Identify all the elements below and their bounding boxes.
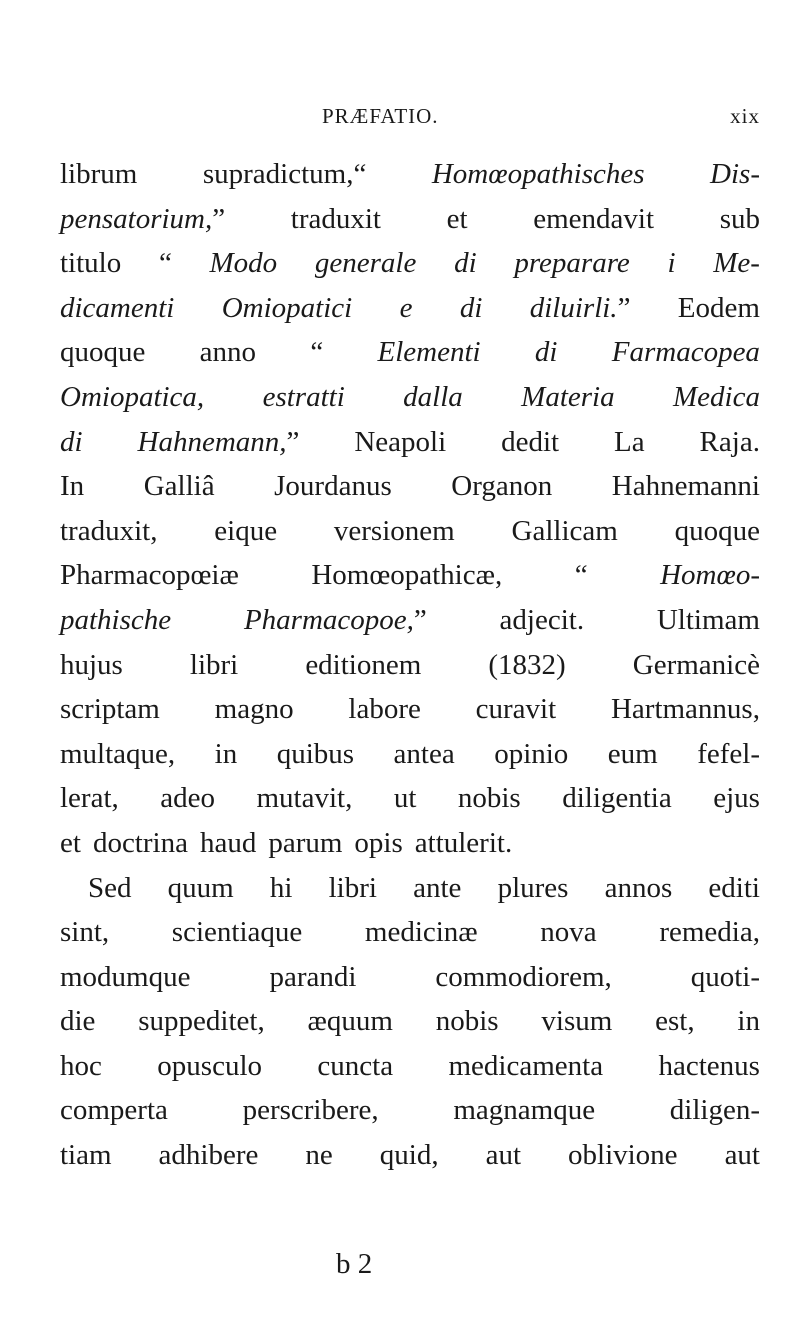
word <box>60 821 81 866</box>
word <box>60 1088 168 1133</box>
italic-word: Modo <box>209 247 278 280</box>
word <box>222 286 353 331</box>
word <box>274 464 392 509</box>
word <box>60 197 225 242</box>
running-head-title: PRÆFATIO. <box>322 104 439 128</box>
word <box>501 420 559 465</box>
roman-word: parandi <box>269 960 357 993</box>
text-line <box>60 420 760 465</box>
word <box>60 955 191 1000</box>
roman-word: libri <box>189 648 239 681</box>
roman-word: aut <box>724 1139 760 1172</box>
roman-word: “ <box>574 559 588 592</box>
roman-word: librum <box>60 158 138 190</box>
text-line <box>60 152 760 197</box>
word <box>270 866 293 911</box>
word <box>394 732 455 777</box>
word <box>380 1133 439 1178</box>
roman-word: curavit <box>475 693 557 726</box>
word <box>256 776 352 821</box>
word <box>214 509 277 554</box>
roman-word: Organon <box>451 470 553 503</box>
word <box>725 1133 760 1178</box>
italic-word: diluirli. <box>529 291 618 324</box>
italic-word: Homœopathisches <box>431 158 645 190</box>
roman-word: ” <box>413 603 427 636</box>
word <box>348 687 420 732</box>
word <box>160 776 215 821</box>
word <box>311 553 502 598</box>
word <box>541 999 612 1044</box>
word <box>660 553 760 598</box>
roman-word: Galliâ <box>143 470 215 503</box>
roman-word: scientiaque <box>171 916 303 949</box>
roman-word: ante <box>413 871 462 904</box>
word <box>498 866 569 911</box>
roman-word: fefel- <box>697 737 760 770</box>
word <box>263 375 345 420</box>
word <box>488 643 565 688</box>
word <box>655 999 694 1044</box>
word <box>60 1044 102 1089</box>
word <box>713 776 760 821</box>
word <box>60 1133 112 1178</box>
roman-word: modumque <box>60 960 191 993</box>
word <box>608 732 658 777</box>
italic-word: preparare <box>514 247 630 280</box>
roman-word: nova <box>540 916 597 949</box>
word <box>667 241 675 286</box>
roman-word: ne <box>305 1139 333 1172</box>
word <box>200 821 256 866</box>
roman-word: libri <box>328 871 377 904</box>
word <box>458 776 521 821</box>
italic-word: Materia <box>521 380 615 413</box>
word <box>378 330 481 375</box>
roman-word: In <box>60 470 85 503</box>
word <box>60 330 145 375</box>
text-line <box>60 821 760 866</box>
word <box>453 1088 595 1133</box>
word <box>675 509 760 554</box>
word <box>60 732 175 777</box>
word <box>612 330 760 375</box>
word <box>157 1044 262 1089</box>
italic-word: e <box>399 291 413 324</box>
word <box>611 687 760 732</box>
word <box>670 1088 760 1133</box>
word <box>633 643 760 688</box>
roman-word: adhibere <box>158 1139 259 1172</box>
word <box>138 999 264 1044</box>
text-line <box>60 330 760 375</box>
word <box>329 866 377 911</box>
roman-word: parum <box>268 826 343 859</box>
word <box>614 420 645 465</box>
word <box>659 910 760 955</box>
roman-word: Gallicam <box>511 514 618 547</box>
word <box>190 643 238 688</box>
italic-word: Dis- <box>710 158 760 190</box>
roman-word: magno <box>214 693 294 726</box>
italic-word: pensatorium, <box>60 202 213 235</box>
roman-word: ” <box>617 291 631 324</box>
word <box>451 464 552 509</box>
roman-word: eum <box>607 737 658 770</box>
roman-word: eique <box>214 514 278 547</box>
text-line <box>60 464 760 509</box>
roman-word: “ <box>158 247 172 280</box>
word <box>172 910 302 955</box>
word <box>60 598 171 643</box>
word <box>476 687 557 732</box>
word <box>514 241 629 286</box>
roman-word: diligentia <box>562 782 672 815</box>
roman-word: Jourdanus <box>274 470 392 503</box>
word <box>521 375 614 420</box>
roman-word: titulo <box>60 247 122 280</box>
roman-word: labore <box>348 693 421 726</box>
roman-word: quibus <box>276 737 355 770</box>
word <box>612 464 760 509</box>
italic-word: i <box>667 247 676 280</box>
word <box>354 821 402 866</box>
roman-word: comperta <box>60 1094 168 1127</box>
word <box>460 286 483 331</box>
word <box>60 553 239 598</box>
roman-word: nobis <box>457 782 521 815</box>
roman-word: haud <box>199 826 257 859</box>
text-line <box>60 241 760 286</box>
roman-word: nobis <box>435 1005 499 1038</box>
word <box>93 821 188 866</box>
word <box>530 286 631 331</box>
text-line <box>60 598 760 643</box>
roman-word: remedia, <box>659 916 760 949</box>
italic-word: Pharmacopoe, <box>243 603 414 636</box>
word <box>720 197 760 242</box>
word <box>494 732 568 777</box>
roman-word: magnamque <box>453 1094 596 1127</box>
roman-word: medicinæ <box>364 916 478 949</box>
roman-word: mutavit, <box>256 782 353 815</box>
word <box>697 732 760 777</box>
roman-word: Hartmannus, <box>610 693 760 726</box>
roman-word: quoque <box>60 336 146 369</box>
roman-word: sint, <box>60 916 110 949</box>
word <box>268 821 342 866</box>
roman-word: æquum <box>307 1005 393 1038</box>
word <box>540 910 596 955</box>
roman-word: doctrina <box>92 826 188 859</box>
word <box>365 910 478 955</box>
roman-word: supradictum,“ <box>202 158 367 190</box>
word <box>60 643 123 688</box>
roman-word: suppeditet, <box>138 1005 265 1038</box>
word <box>403 375 463 420</box>
roman-word: quid, <box>379 1139 439 1172</box>
word <box>708 866 760 911</box>
word <box>657 598 760 643</box>
roman-word: traduxit, <box>60 514 158 547</box>
word <box>673 375 760 420</box>
roman-word: (1832) <box>488 648 566 681</box>
word <box>315 241 416 286</box>
roman-word: hactenus <box>658 1049 760 1082</box>
roman-word: plures <box>497 871 569 904</box>
word <box>310 330 323 375</box>
roman-word: adjecit. <box>499 603 585 636</box>
roman-word: Germanicè <box>632 648 760 681</box>
roman-word: hujus <box>60 648 123 681</box>
text-line <box>60 1044 760 1089</box>
word <box>394 776 417 821</box>
word <box>575 553 588 598</box>
word <box>60 420 83 465</box>
roman-word: in <box>737 1005 760 1038</box>
word <box>88 866 132 911</box>
roman-word: editi <box>708 871 760 904</box>
signature-mark: b 2 <box>336 1248 373 1280</box>
word <box>486 1133 521 1178</box>
word <box>436 999 499 1044</box>
word <box>435 955 611 1000</box>
italic-word: Me- <box>713 247 760 280</box>
word <box>269 955 356 1000</box>
word <box>168 866 234 911</box>
italic-word: Medica <box>672 380 760 413</box>
page-number: xix <box>730 104 760 128</box>
roman-word: cuncta <box>317 1049 394 1082</box>
italic-word: Omiopatica, <box>60 380 205 413</box>
word <box>305 643 421 688</box>
roman-word: commodiorem, <box>435 960 612 993</box>
text-line <box>60 509 760 554</box>
italic-word: Farmacopea <box>611 336 760 369</box>
word <box>454 241 477 286</box>
word <box>308 999 393 1044</box>
word <box>415 821 512 866</box>
word <box>500 598 585 643</box>
italic-word: di <box>534 336 558 369</box>
word <box>203 152 366 197</box>
roman-word: oblivione <box>568 1139 678 1172</box>
italic-word: pathische <box>60 603 172 636</box>
roman-word: Eodem <box>677 291 760 324</box>
italic-word: di <box>459 291 483 324</box>
text-line <box>60 197 760 242</box>
roman-word: “ <box>310 336 324 369</box>
word <box>200 330 256 375</box>
text-line <box>60 1088 760 1133</box>
roman-word: Neapoli <box>354 425 447 458</box>
text-line <box>60 286 760 331</box>
roman-word: lerat, <box>60 782 119 815</box>
roman-word: emendavit <box>533 202 655 235</box>
word <box>535 330 558 375</box>
italic-word: di <box>60 425 83 458</box>
word <box>317 1044 393 1089</box>
word <box>568 1133 678 1178</box>
word <box>60 687 160 732</box>
text-line <box>60 776 760 821</box>
word <box>512 509 618 554</box>
roman-word: anno <box>199 336 257 369</box>
roman-word: opis <box>354 826 403 859</box>
roman-word: hi <box>269 871 293 904</box>
word <box>432 152 645 197</box>
word <box>737 999 760 1044</box>
italic-word: di <box>454 247 477 280</box>
word <box>678 286 760 331</box>
italic-word: generale <box>314 247 417 280</box>
roman-word: traduxit <box>290 202 381 235</box>
roman-word: ” <box>286 425 300 458</box>
roman-word: visum <box>541 1005 613 1038</box>
word <box>447 197 468 242</box>
roman-word: in <box>214 737 238 770</box>
roman-word: La <box>614 425 645 458</box>
word <box>277 732 354 777</box>
word <box>305 1133 332 1178</box>
roman-word: Hahnemanni <box>611 470 760 503</box>
word <box>354 420 446 465</box>
body-text <box>60 152 760 1178</box>
italic-word: Homœo- <box>660 559 760 592</box>
roman-word: Pharmacopœiæ <box>60 559 239 592</box>
roman-word: sub <box>719 202 760 235</box>
roman-word: ” <box>212 202 226 235</box>
word <box>334 509 455 554</box>
word <box>605 866 673 911</box>
word <box>60 464 84 509</box>
italic-word: Elementi <box>377 336 481 369</box>
text-line <box>60 866 760 911</box>
roman-word: ejus <box>713 782 760 815</box>
roman-word: diligen- <box>669 1094 760 1127</box>
word <box>60 776 119 821</box>
roman-word: editionem <box>305 648 422 681</box>
roman-word: die <box>60 1005 96 1038</box>
word <box>60 509 157 554</box>
roman-word: et <box>60 826 81 859</box>
word <box>159 1133 259 1178</box>
word <box>215 687 294 732</box>
roman-word: aut <box>485 1139 522 1172</box>
italic-word: Omiopatici <box>221 291 353 324</box>
word <box>400 286 413 331</box>
word <box>60 241 121 286</box>
roman-word: attulerit. <box>414 826 513 859</box>
word <box>60 152 137 197</box>
roman-word: medicamenta <box>448 1049 604 1082</box>
running-head <box>60 104 760 134</box>
roman-word: et <box>446 202 468 235</box>
italic-word: dalla <box>403 380 463 413</box>
roman-word: hoc <box>60 1049 102 1082</box>
roman-word: Homœopathicæ, <box>311 559 503 592</box>
roman-word: versionem <box>333 514 455 547</box>
roman-word: multaque, <box>60 737 176 770</box>
word <box>413 866 461 911</box>
roman-word: opinio <box>494 737 569 770</box>
word <box>710 152 760 197</box>
text-line <box>60 999 760 1044</box>
roman-word: opusculo <box>157 1049 262 1082</box>
word <box>448 1044 603 1089</box>
word <box>60 375 204 420</box>
text-line <box>60 553 760 598</box>
text-line <box>60 955 760 1000</box>
word <box>60 910 109 955</box>
text-line <box>60 910 760 955</box>
roman-word: Sed <box>88 871 132 904</box>
text-line <box>60 643 760 688</box>
roman-word: tiam <box>60 1139 112 1172</box>
word <box>159 241 172 286</box>
text-line <box>60 732 760 777</box>
word <box>658 1044 759 1089</box>
italic-word: dicamenti <box>60 291 175 324</box>
roman-word: dedit <box>501 425 560 458</box>
roman-word: perscribere, <box>242 1094 379 1127</box>
italic-word: Hahnemann, <box>137 425 287 458</box>
word <box>215 732 238 777</box>
text-line <box>60 687 760 732</box>
word <box>713 241 760 286</box>
word <box>60 286 174 331</box>
roman-word: ut <box>393 782 417 815</box>
roman-word: quoti- <box>690 960 760 993</box>
word <box>700 420 760 465</box>
word <box>210 241 278 286</box>
roman-word: Raja. <box>699 425 760 458</box>
text-line <box>60 1133 760 1178</box>
word <box>291 197 381 242</box>
roman-word: Ultimam <box>656 603 760 636</box>
roman-word: scriptam <box>60 693 160 726</box>
roman-word: est, <box>655 1005 695 1038</box>
word <box>60 999 95 1044</box>
roman-word: antea <box>393 737 455 770</box>
roman-word: quum <box>167 871 234 904</box>
word <box>138 420 300 465</box>
roman-word: quoque <box>674 514 760 547</box>
word <box>691 955 760 1000</box>
word <box>243 1088 379 1133</box>
word <box>144 464 215 509</box>
word <box>533 197 654 242</box>
text-line <box>60 375 760 420</box>
roman-word: adeo <box>160 782 215 815</box>
roman-word: annos <box>604 871 673 904</box>
italic-word: estratti <box>262 380 345 413</box>
word <box>562 776 672 821</box>
word <box>244 598 427 643</box>
